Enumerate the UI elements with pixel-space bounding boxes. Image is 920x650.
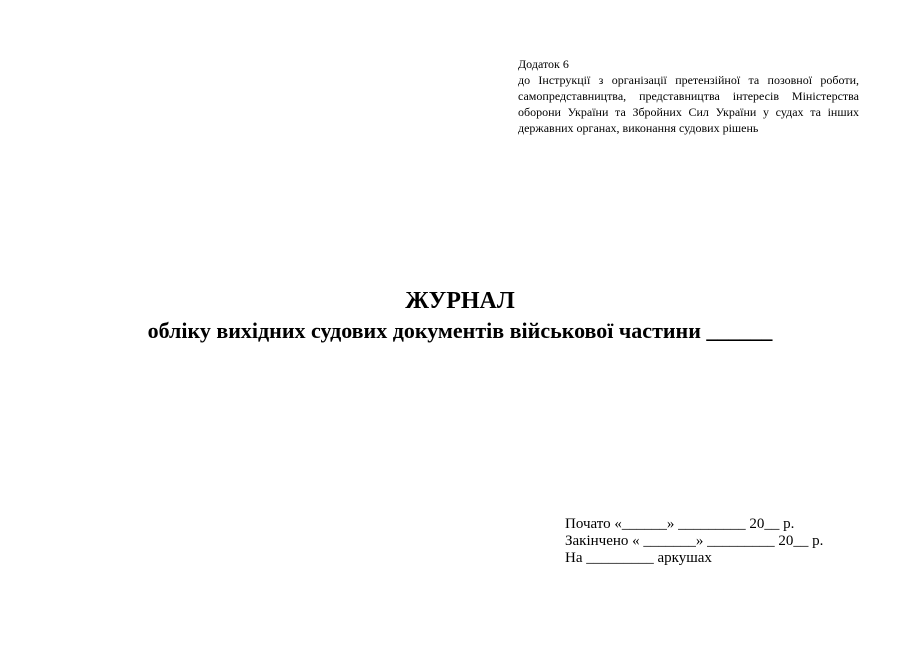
journal-dates-block	[565, 516, 865, 567]
appendix-note	[518, 56, 859, 136]
journal-title-block	[40, 286, 880, 345]
appendix-number: Додаток 6	[518, 57, 569, 71]
journal-subtitle: обліку вихідних судових документів військової частини ______	[147, 318, 773, 343]
started-date-line: Почато «______» _________ 20__ р.	[565, 516, 795, 532]
sheets-count-line: На _________ аркушах	[565, 550, 712, 566]
appendix-text: до Інструкції з організації претензійної та позовної роботи, самопредставництва, представництва інтересів Міністерства оборони України та Збройних Сил України у судах та інших державних органах, виконання судових рішень	[518, 73, 859, 135]
finished-date-line: Закінчено « _______» _________ 20__ р.	[565, 533, 824, 549]
journal-title: ЖУРНАЛ	[405, 288, 515, 314]
